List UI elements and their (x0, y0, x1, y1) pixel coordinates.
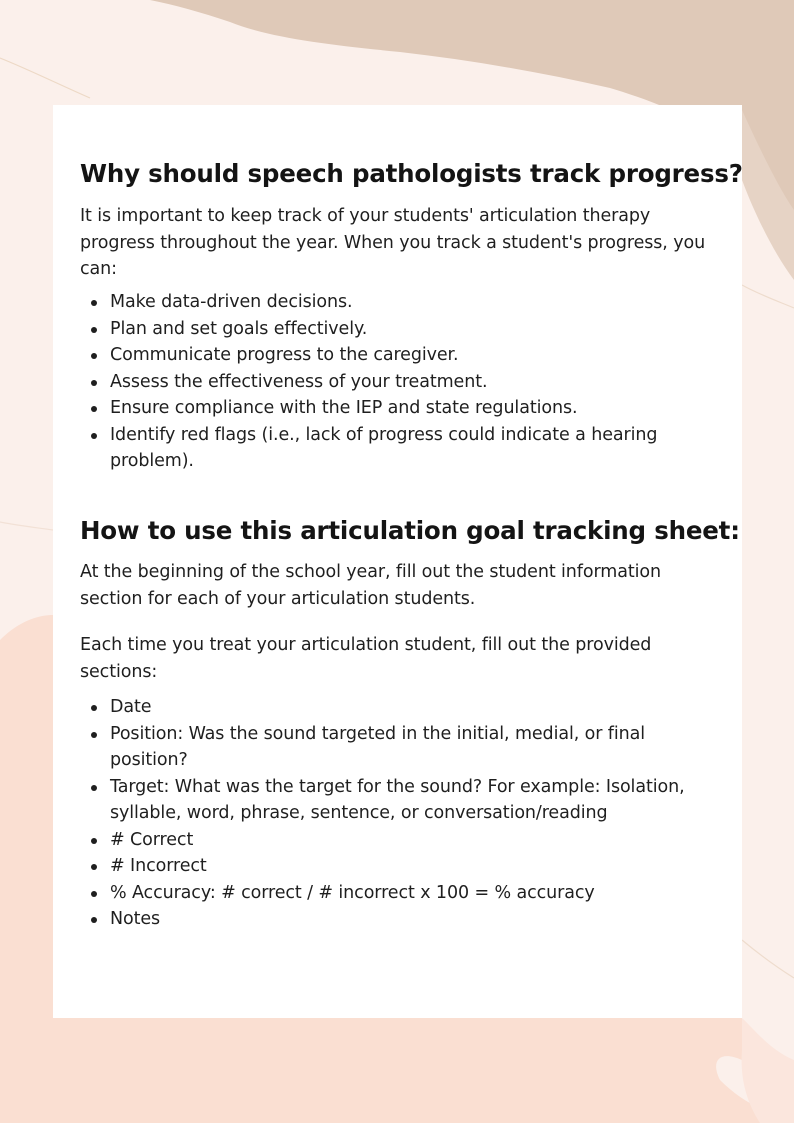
list-item: Plan and set goals effectively. (80, 316, 720, 343)
benefits-list (80, 289, 720, 475)
heading-how-to-use: How to use this articulation goal tracking sheet: (80, 516, 740, 545)
list-item: Position: Was the sound targeted in the initial, medial, or final position? (80, 721, 720, 774)
bullet-icon (91, 732, 97, 738)
list-item: Notes (80, 906, 720, 933)
bullet-icon (91, 785, 97, 791)
list-item: Assess the effectiveness of your treatment. (80, 369, 720, 396)
bullet-icon (91, 838, 97, 844)
bullet-icon (91, 406, 97, 412)
list-item: % Accuracy: # correct / # incorrect x 100 = % accuracy (80, 880, 720, 907)
list-item: Date (80, 694, 720, 721)
paragraph-beginning-of-year: At the beginning of the school year, fill out the student information section for each of your articulation students. (80, 562, 661, 609)
thin-line-right (742, 285, 794, 308)
list-item: Target: What was the target for the sound? For example: Isolation, syllable, word, phrase, sentence, or conversation/reading (80, 774, 720, 827)
heading-track-progress: Why should speech pathologists track progress? (80, 159, 743, 188)
paragraph-each-time: Each time you treat your articulation student, fill out the provided sections: (80, 635, 652, 682)
bullet-icon (91, 705, 97, 711)
sections-list (80, 694, 720, 933)
bullet-icon (91, 864, 97, 870)
list-item: Identify red flags (i.e., lack of progress could indicate a hearing problem). (80, 422, 720, 475)
thin-line-bottom-right (742, 940, 794, 978)
list-item: Make data-driven decisions. (80, 289, 720, 316)
bullet-icon (91, 380, 97, 386)
intro-paragraph: It is important to keep track of your students' articulation therapy progress throughout the year. When you track a student's progress, you can: (80, 206, 706, 279)
bullet-icon (91, 891, 97, 897)
bullet-icon (91, 353, 97, 359)
list-item: Ensure compliance with the IEP and state regulations. (80, 395, 720, 422)
list-item: # Correct (80, 827, 720, 854)
list-item: # Incorrect (80, 853, 720, 880)
list-item: Communicate progress to the caregiver. (80, 342, 720, 369)
bullet-icon (91, 433, 97, 439)
thin-line-top-left (0, 58, 90, 98)
thin-line-left (0, 522, 53, 530)
bullet-icon (91, 300, 97, 306)
bullet-icon (91, 917, 97, 923)
bullet-icon (91, 327, 97, 333)
